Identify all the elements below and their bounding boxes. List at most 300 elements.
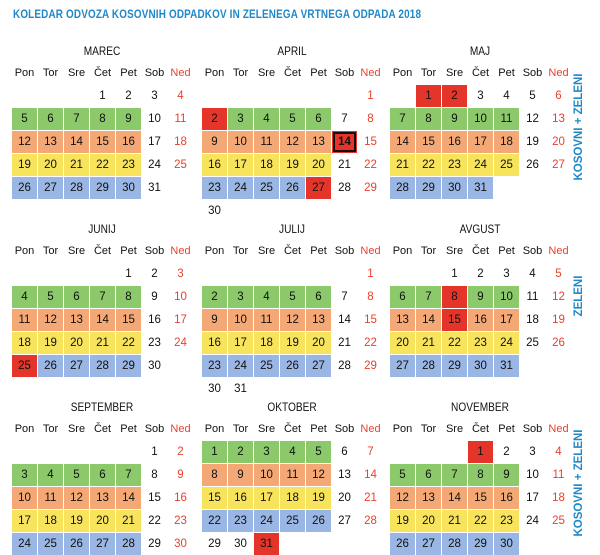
weekday-header: Ned	[548, 423, 569, 435]
month-grid	[390, 418, 570, 555]
weekday-header: Pet	[498, 423, 515, 435]
empty-cell	[520, 177, 545, 199]
day-cell: 18	[552, 492, 565, 504]
day-cell: 25	[254, 177, 279, 199]
weekday-header: Ned	[170, 423, 191, 435]
day-cell: 9	[468, 286, 493, 308]
empty-cell	[358, 200, 383, 222]
day-cell: 26	[280, 355, 305, 377]
day-cell: 26	[280, 177, 305, 199]
weekday-header: Pet	[498, 67, 515, 79]
weekday-header: Sre	[445, 67, 464, 79]
day-cell: 17	[228, 332, 253, 354]
weekday-header: Pon	[392, 67, 413, 79]
day-cell: 20	[390, 332, 415, 354]
day-cell: 19	[306, 487, 331, 509]
empty-cell	[332, 378, 357, 400]
weekday-header: Čet	[283, 67, 302, 79]
day-cell: 18	[174, 136, 187, 148]
month-oktober	[202, 400, 382, 555]
day-cell: 23	[228, 510, 253, 532]
day-cell: 13	[64, 309, 89, 331]
empty-cell	[546, 355, 571, 377]
weekday-header: Pon	[14, 67, 35, 79]
day-cell: 7	[367, 446, 374, 458]
month-name: MAREC	[83, 46, 121, 58]
weekday-header: Pet	[310, 423, 327, 435]
month-name: NOVEMBER	[451, 402, 509, 414]
month-julij	[202, 222, 382, 400]
day-cell: 14	[364, 469, 377, 481]
day-cell: 20	[64, 332, 89, 354]
day-cell: 20	[416, 510, 441, 532]
month-grid	[202, 240, 382, 400]
weekday-header: Pet	[120, 423, 137, 435]
empty-cell	[228, 200, 253, 222]
day-cell: 12	[280, 309, 305, 331]
month-grid	[202, 62, 382, 222]
empty-cell	[202, 263, 227, 285]
day-cell: 12	[552, 291, 565, 303]
day-cell: 10	[148, 113, 161, 125]
day-cell: 20	[306, 332, 331, 354]
day-cell: 22	[148, 515, 161, 527]
day-cell: 4	[555, 446, 562, 458]
day-cell: 19	[64, 510, 89, 532]
weekday-header: Tor	[42, 245, 59, 257]
weekday-header: Ned	[360, 67, 381, 79]
weekday-header: Sob	[144, 245, 165, 257]
day-cell: 10	[494, 286, 519, 308]
weekday-header: Tor	[232, 245, 249, 257]
month-grid	[202, 418, 382, 555]
day-cell: 30	[116, 177, 141, 199]
day-cell: 20	[552, 136, 565, 148]
day-cell: 8	[151, 469, 158, 481]
side-label-summer: ZELENI	[573, 275, 585, 317]
day-cell: 24	[174, 337, 187, 349]
day-cell: 21	[338, 337, 351, 349]
day-cell: 4	[529, 268, 536, 280]
day-cell: 5	[390, 464, 415, 486]
day-cell: 3	[12, 464, 37, 486]
empty-cell	[254, 378, 279, 400]
day-cell: 15	[364, 136, 377, 148]
empty-cell	[306, 378, 331, 400]
day-cell: 9	[116, 108, 141, 130]
day-cell: 25	[552, 515, 565, 527]
weekday-header: Pon	[392, 423, 413, 435]
day-cell: 15	[468, 487, 493, 509]
day-cell: 3	[254, 441, 279, 463]
day-cell: 22	[116, 332, 141, 354]
weekday-header: Čet	[471, 423, 490, 435]
weekday-header: Sre	[257, 67, 276, 79]
day-cell: 27	[64, 355, 89, 377]
empty-cell	[306, 263, 331, 285]
weekday-header: Sre	[445, 245, 464, 257]
day-cell: 15	[442, 309, 467, 331]
day-cell: 9	[202, 131, 227, 153]
day-cell: 6	[64, 286, 89, 308]
month-avgust	[390, 222, 570, 377]
day-cell: 17	[494, 309, 519, 331]
day-cell: 4	[254, 108, 279, 130]
day-cell: 3	[151, 90, 158, 102]
day-cell: 1	[202, 441, 227, 463]
weekday-header: Pet	[120, 67, 137, 79]
day-cell: 9	[494, 464, 519, 486]
day-cell: 25	[12, 355, 37, 377]
empty-cell	[228, 85, 253, 107]
day-cell: 29	[442, 355, 467, 377]
day-cell: 25	[38, 533, 63, 555]
empty-cell	[416, 441, 441, 463]
day-cell: 6	[555, 90, 562, 102]
day-cell: 28	[338, 182, 351, 194]
empty-cell	[254, 263, 279, 285]
month-september	[12, 400, 192, 555]
day-cell: 23	[468, 332, 493, 354]
month-april	[202, 44, 382, 222]
month-name: JUNIJ	[88, 224, 116, 236]
day-cell: 16	[468, 309, 493, 331]
month-grid	[12, 418, 192, 555]
day-cell: 30	[208, 383, 221, 395]
day-cell: 26	[552, 337, 565, 349]
day-cell: 8	[202, 464, 227, 486]
weekday-header: Čet	[471, 245, 490, 257]
day-cell: 16	[494, 487, 519, 509]
day-cell: 27	[338, 515, 351, 527]
day-cell: 31	[254, 533, 279, 555]
day-cell: 12	[390, 487, 415, 509]
day-cell: 13	[306, 309, 331, 331]
day-cell: 5	[529, 90, 536, 102]
empty-cell	[390, 441, 415, 463]
month-name: AVGUST	[459, 224, 501, 236]
weekday-header: Pet	[310, 245, 327, 257]
month-name: MAJ	[469, 46, 491, 58]
day-cell: 7	[416, 286, 441, 308]
day-cell: 25	[280, 510, 305, 532]
day-cell: 8	[367, 113, 374, 125]
day-cell: 21	[364, 492, 377, 504]
empty-cell	[306, 200, 331, 222]
day-cell: 7	[341, 113, 348, 125]
day-cell: 19	[12, 154, 37, 176]
day-cell: 4	[503, 90, 510, 102]
day-cell: 31	[468, 177, 493, 199]
day-cell: 18	[12, 332, 37, 354]
day-cell: 12	[526, 113, 539, 125]
day-cell: 20	[90, 510, 115, 532]
day-cell: 7	[90, 286, 115, 308]
empty-cell	[38, 263, 63, 285]
day-cell: 30	[174, 538, 187, 550]
weekday-header: Sob	[144, 423, 165, 435]
weekday-header: Sre	[445, 423, 464, 435]
day-cell: 7	[390, 108, 415, 130]
day-cell: 19	[552, 314, 565, 326]
day-cell: 8	[416, 108, 441, 130]
day-cell: 22	[202, 510, 227, 532]
empty-cell	[280, 263, 305, 285]
day-cell: 4	[12, 286, 37, 308]
day-cell: 11	[174, 113, 187, 125]
day-cell: 19	[280, 332, 305, 354]
day-cell: 1	[416, 85, 441, 107]
weekday-header: Ned	[170, 245, 191, 257]
day-cell: 3	[503, 268, 510, 280]
day-cell: 29	[468, 533, 493, 555]
empty-cell	[254, 85, 279, 107]
empty-cell	[280, 200, 305, 222]
day-cell: 22	[90, 154, 115, 176]
day-cell: 12	[64, 487, 89, 509]
day-cell: 3	[228, 286, 253, 308]
day-cell: 1	[367, 90, 374, 102]
day-cell: 26	[526, 159, 539, 171]
day-cell: 14	[332, 131, 357, 153]
day-cell: 13	[338, 469, 351, 481]
day-cell: 11	[12, 309, 37, 331]
day-cell: 11	[494, 108, 519, 130]
day-cell: 8	[367, 291, 374, 303]
day-cell: 5	[306, 441, 331, 463]
day-cell: 10	[254, 464, 279, 486]
empty-cell	[38, 85, 63, 107]
empty-cell	[228, 263, 253, 285]
day-cell: 14	[390, 131, 415, 153]
day-cell: 21	[116, 510, 141, 532]
empty-cell	[116, 441, 141, 463]
weekday-header: Čet	[93, 245, 112, 257]
day-cell: 11	[38, 487, 63, 509]
day-cell: 16	[442, 131, 467, 153]
month-november	[390, 400, 570, 555]
day-cell: 17	[526, 492, 539, 504]
month-grid	[390, 62, 570, 199]
empty-cell	[12, 85, 37, 107]
day-cell: 26	[306, 510, 331, 532]
day-cell: 21	[390, 154, 415, 176]
empty-cell	[442, 441, 467, 463]
empty-cell	[168, 355, 193, 377]
day-cell: 19	[38, 332, 63, 354]
empty-cell	[306, 533, 331, 555]
day-cell: 4	[280, 441, 305, 463]
day-cell: 6	[306, 286, 331, 308]
day-cell: 13	[390, 309, 415, 331]
day-cell: 8	[442, 286, 467, 308]
day-cell: 23	[494, 510, 519, 532]
day-cell: 3	[529, 446, 536, 458]
day-cell: 29	[416, 177, 441, 199]
day-cell: 28	[116, 533, 141, 555]
day-cell: 15	[116, 309, 141, 331]
day-cell: 6	[416, 464, 441, 486]
weekday-header: Čet	[93, 67, 112, 79]
day-cell: 16	[116, 131, 141, 153]
day-cell: 27	[306, 355, 331, 377]
day-cell: 29	[90, 177, 115, 199]
day-cell: 18	[494, 131, 519, 153]
day-cell: 27	[390, 355, 415, 377]
day-cell: 1	[99, 90, 106, 102]
day-cell: 14	[416, 309, 441, 331]
day-cell: 25	[494, 154, 519, 176]
day-cell: 14	[442, 487, 467, 509]
weekday-header: Sob	[522, 423, 543, 435]
day-cell: 17	[148, 136, 161, 148]
empty-cell	[168, 177, 193, 199]
day-cell: 7	[64, 108, 89, 130]
weekday-header: Pet	[310, 67, 327, 79]
day-cell: 2	[202, 108, 227, 130]
day-cell: 23	[116, 154, 141, 176]
day-cell: 30	[234, 538, 247, 550]
day-cell: 24	[254, 510, 279, 532]
day-cell: 24	[468, 154, 493, 176]
day-cell: 15	[416, 131, 441, 153]
day-cell: 12	[306, 464, 331, 486]
weekday-header: Sre	[67, 423, 86, 435]
day-cell: 6	[306, 108, 331, 130]
weekday-header: Ned	[548, 245, 569, 257]
empty-cell	[90, 263, 115, 285]
day-cell: 11	[254, 131, 279, 153]
day-cell: 18	[526, 314, 539, 326]
day-cell: 20	[306, 154, 331, 176]
day-cell: 5	[38, 286, 63, 308]
day-cell: 11	[280, 464, 305, 486]
weekday-header: Tor	[42, 423, 59, 435]
weekday-header: Čet	[471, 67, 490, 79]
day-cell: 28	[90, 355, 115, 377]
day-cell: 30	[208, 205, 221, 217]
day-cell: 9	[151, 291, 158, 303]
empty-cell	[494, 177, 519, 199]
day-cell: 12	[280, 131, 305, 153]
empty-cell	[546, 533, 571, 555]
day-cell: 25	[526, 337, 539, 349]
day-cell: 1	[151, 446, 158, 458]
weekday-header: Sob	[334, 423, 355, 435]
weekday-header: Sob	[334, 67, 355, 79]
day-cell: 8	[468, 464, 493, 486]
month-maj	[390, 44, 570, 199]
month-name: SEPTEMBER	[70, 402, 134, 414]
day-cell: 5	[555, 268, 562, 280]
day-cell: 1	[468, 441, 493, 463]
day-cell: 27	[38, 177, 63, 199]
weekday-header: Sob	[522, 67, 543, 79]
month-grid	[12, 240, 192, 377]
day-cell: 20	[338, 492, 351, 504]
empty-cell	[546, 177, 571, 199]
weekday-header: Sob	[144, 67, 165, 79]
day-cell: 27	[90, 533, 115, 555]
empty-cell	[390, 263, 415, 285]
day-cell: 23	[174, 515, 187, 527]
day-cell: 2	[442, 85, 467, 107]
weekday-header: Pet	[498, 245, 515, 257]
weekday-header: Tor	[232, 423, 249, 435]
weekday-header: Tor	[420, 423, 437, 435]
day-cell: 26	[390, 533, 415, 555]
day-cell: 20	[38, 154, 63, 176]
day-cell: 6	[390, 286, 415, 308]
weekday-header: Tor	[232, 67, 249, 79]
day-cell: 11	[254, 309, 279, 331]
empty-cell	[280, 378, 305, 400]
day-cell: 4	[38, 464, 63, 486]
day-cell: 21	[90, 332, 115, 354]
empty-cell	[332, 200, 357, 222]
month-marec	[12, 44, 192, 199]
day-cell: 21	[64, 154, 89, 176]
weekday-header: Ned	[548, 67, 569, 79]
day-cell: 7	[116, 464, 141, 486]
empty-cell	[358, 533, 383, 555]
day-cell: 15	[202, 487, 227, 509]
day-cell: 30	[468, 355, 493, 377]
day-cell: 25	[174, 159, 187, 171]
day-cell: 6	[38, 108, 63, 130]
month-grid	[12, 62, 192, 199]
day-cell: 28	[390, 177, 415, 199]
day-cell: 14	[64, 131, 89, 153]
day-cell: 26	[38, 355, 63, 377]
empty-cell	[332, 263, 357, 285]
day-cell: 29	[148, 538, 161, 550]
day-cell: 25	[254, 355, 279, 377]
day-cell: 2	[477, 268, 484, 280]
empty-cell	[306, 85, 331, 107]
weekday-header: Sob	[334, 245, 355, 257]
day-cell: 31	[148, 182, 161, 194]
empty-cell	[332, 533, 357, 555]
day-cell: 6	[90, 464, 115, 486]
day-cell: 17	[254, 487, 279, 509]
empty-cell	[416, 263, 441, 285]
empty-cell	[12, 441, 37, 463]
empty-cell	[64, 441, 89, 463]
weekday-header: Ned	[170, 67, 191, 79]
side-label-spring: KOSOVNI + ZELENI	[573, 73, 585, 181]
day-cell: 4	[254, 286, 279, 308]
day-cell: 1	[367, 268, 374, 280]
day-cell: 24	[148, 159, 161, 171]
empty-cell	[64, 263, 89, 285]
day-cell: 13	[306, 131, 331, 153]
weekday-header: Pon	[392, 245, 413, 257]
day-cell: 17	[174, 314, 187, 326]
day-cell: 27	[416, 533, 441, 555]
day-cell: 1	[125, 268, 132, 280]
weekday-header: Pon	[14, 245, 35, 257]
day-cell: 13	[38, 131, 63, 153]
day-cell: 16	[228, 487, 253, 509]
day-cell: 24	[228, 177, 253, 199]
day-cell: 10	[174, 291, 187, 303]
day-cell: 24	[526, 515, 539, 527]
day-cell: 11	[552, 469, 565, 481]
day-cell: 19	[526, 136, 539, 148]
day-cell: 22	[468, 510, 493, 532]
weekday-header: Tor	[420, 67, 437, 79]
